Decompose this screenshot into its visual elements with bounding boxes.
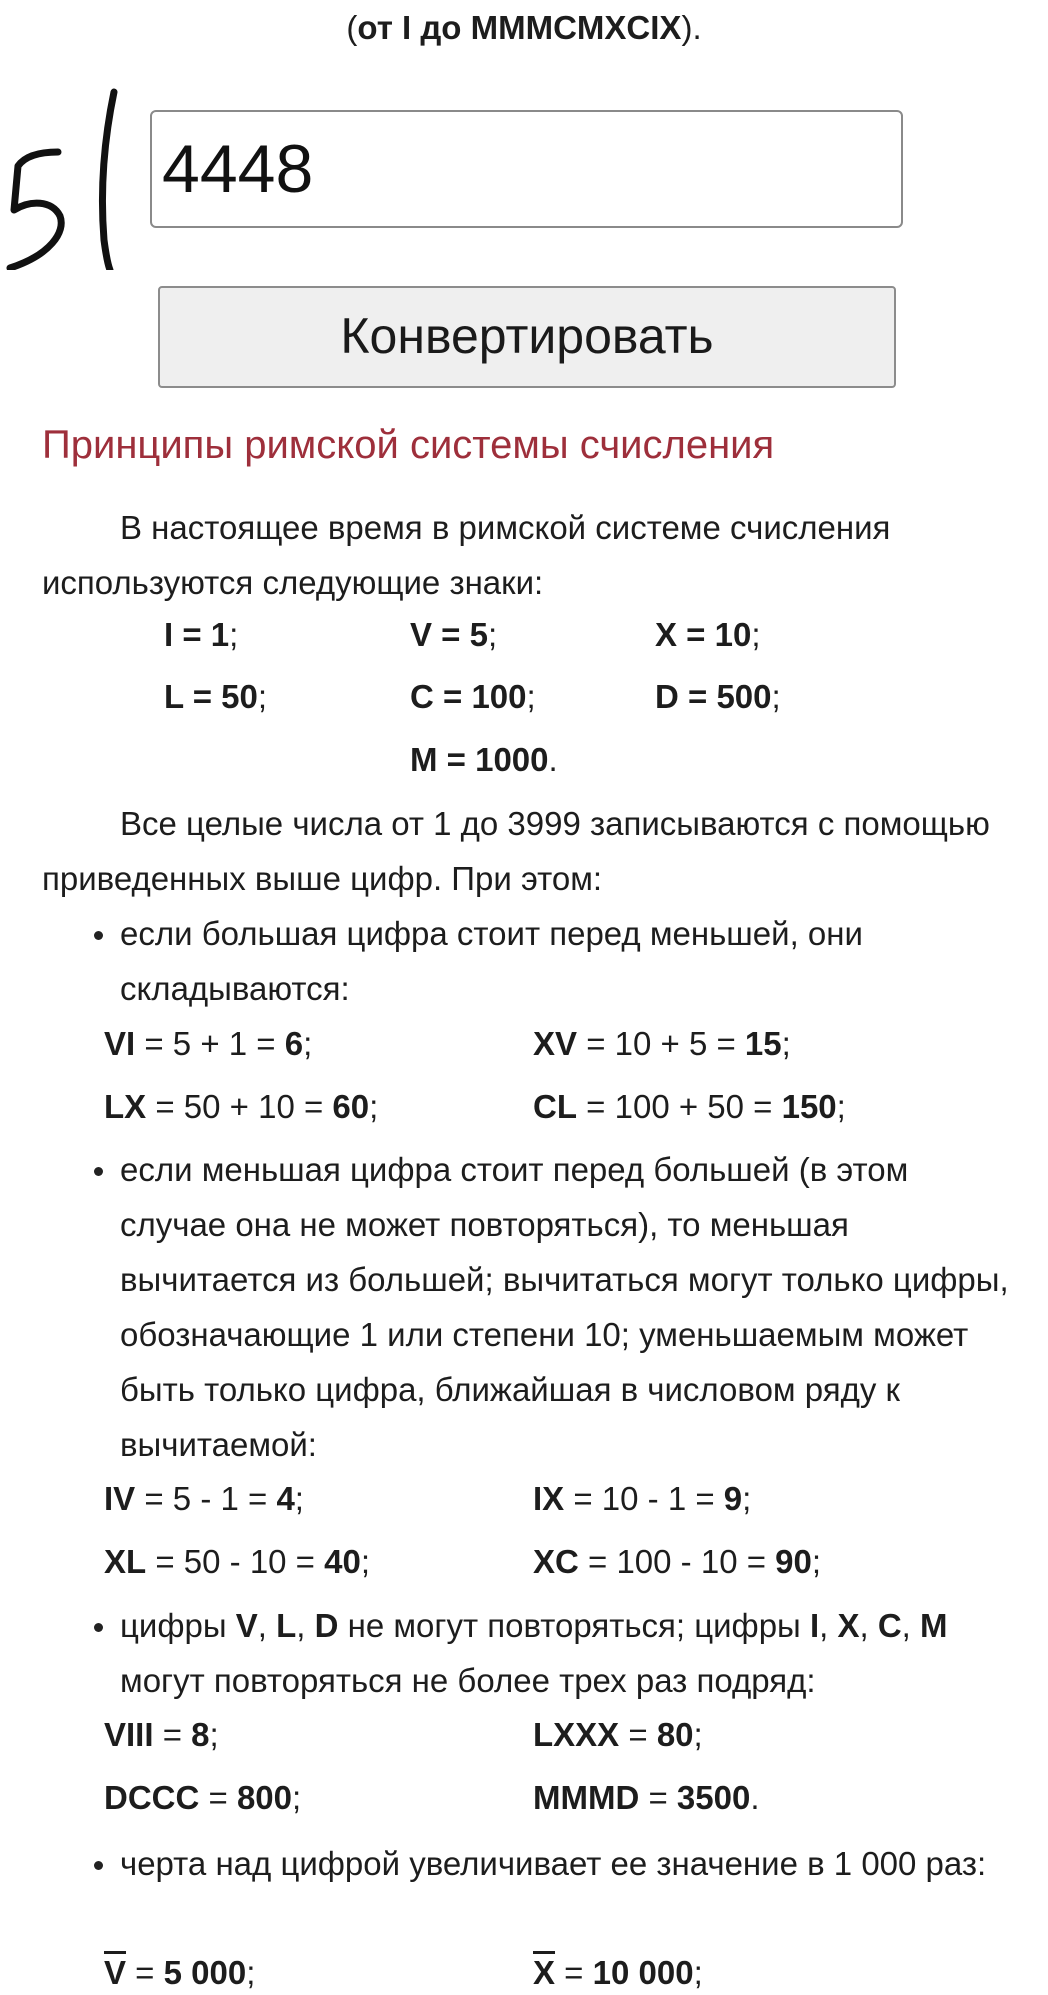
convert-button[interactable]: Конвертировать: [158, 286, 896, 388]
rule-repeat: цифры V, L, D не могут повторяться; цифры I, X, C, M могут повторяться не более трех раз подряд:: [120, 1598, 1020, 1708]
example-item: LXXX = 80;: [533, 1716, 703, 1753]
example-item: XC = 100 - 10 = 90;: [533, 1543, 822, 1580]
symbol-item: V = 5;: [410, 616, 498, 653]
example-item: LX = 50 + 10 = 60;: [104, 1088, 379, 1125]
symbol-item: I = 1;: [164, 616, 239, 653]
example-item: DCCC = 800;: [104, 1779, 302, 1816]
symbol-item: L = 50;: [164, 678, 268, 715]
section-heading: Принципы римской системы счисления: [42, 423, 775, 467]
handwritten-mark: [0, 40, 120, 270]
example-item: IX = 10 - 1 = 9;: [533, 1480, 752, 1517]
example-item: $\overline{X} = 10$ 000;: [533, 1954, 703, 1991]
intro-paragraph: В настоящее время в римской системе счисления используются следующие знаки:: [42, 509, 891, 601]
symbol-item: D = 500;: [655, 678, 781, 715]
example-item: IV = 5 - 1 = 4;: [104, 1480, 304, 1517]
example-item: VIII = 8;: [104, 1716, 219, 1753]
range-bold: от I до MMMCMXCIX: [357, 9, 682, 46]
example-item: $\overline{V} = 5$ 000;: [104, 1954, 256, 1991]
rule-subtract: если меньшая цифра стоит перед большей (в этом случае она не может повторяться), то меньшая вычитается из большей; вычитаться могут только цифры, обозначающие 1 или степени 10; уменьшаемым может быть только цифра, ближайшая в числовом ряду к вычитаемой:: [120, 1142, 1020, 1472]
rule-add: если большая цифра стоит перед меньшей, они складываются:: [120, 906, 1020, 1016]
example-item: XV = 10 + 5 = 15;: [533, 1025, 791, 1062]
example-item: MMMD = 3500.: [533, 1779, 760, 1816]
number-input[interactable]: [150, 110, 903, 228]
range-suffix: ).: [681, 9, 702, 46]
example-item: XL = 50 - 10 = 40;: [104, 1543, 371, 1580]
range-note: [0, 6, 1048, 50]
integers-paragraph: Все целые числа от 1 до 3999 записываются с помощью приведенных выше цифр. При этом:: [42, 805, 990, 897]
range-prefix: (: [346, 9, 358, 46]
symbol-item: M = 1000.: [410, 741, 558, 778]
symbol-item: C = 100;: [410, 678, 536, 715]
example-item: VI = 5 + 1 = 6;: [104, 1025, 313, 1062]
rule-bar: черта над цифрой увеличивает ее значение в 1 000 раз:: [120, 1836, 1020, 1891]
example-item: CL = 100 + 50 = 150;: [533, 1088, 846, 1125]
symbol-item: X = 10;: [655, 616, 761, 653]
